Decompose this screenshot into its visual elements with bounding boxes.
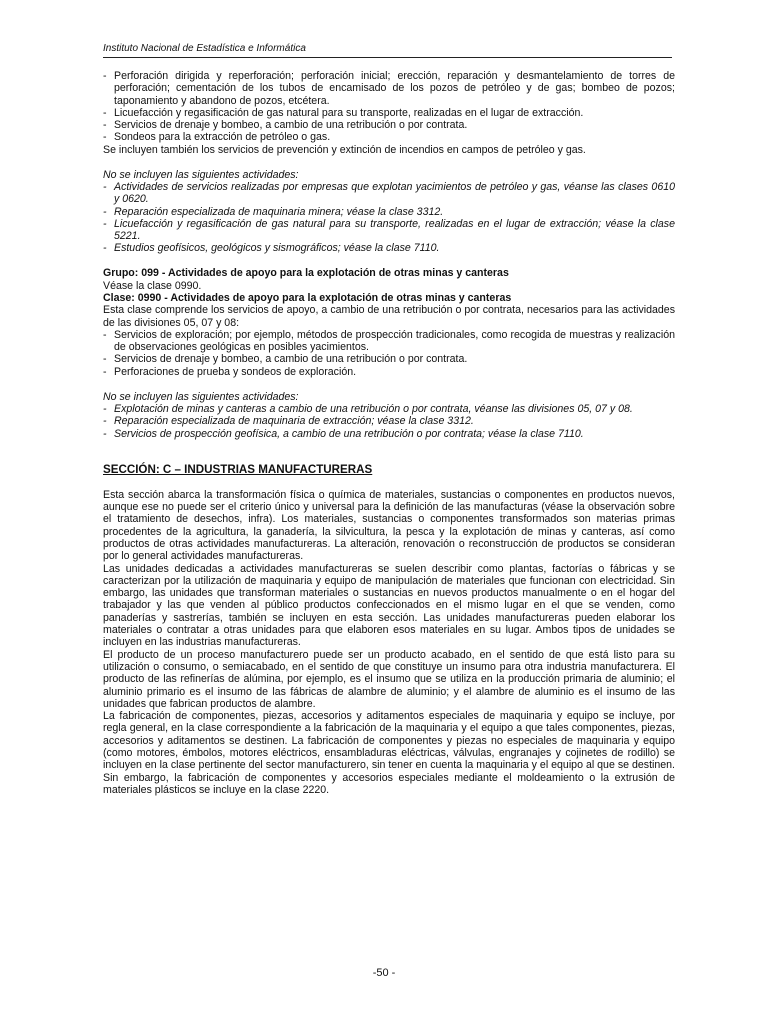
grupo-heading: Grupo: 099 - Actividades de apoyo para la explotación de otras minas y canteras: [103, 267, 509, 280]
clase-list: [103, 329, 675, 378]
page-content: [103, 70, 675, 796]
clase-block: [103, 304, 675, 378]
exclusions-block-2: [103, 391, 675, 440]
list-item: - Perforaciones de prueba y sondeos de exploración.: [103, 366, 675, 378]
list-item: - Servicios de drenaje y bombeo, a cambio de una retribución o por contrata.: [103, 353, 675, 365]
exclusions-block: [103, 169, 675, 255]
list-item: - Estudios geofísicos, geológicos y sismográficos; véase la clase 7110.: [103, 242, 675, 254]
activities-block: [103, 70, 675, 156]
page-number: -50 -: [372, 967, 396, 979]
list-item: - Licuefacción y regasificación de gas natural para su transporte, realizadas en el lugar de extracción.: [103, 107, 675, 119]
list-item: - Reparación especializada de maquinaria minera; véase la clase 3312.: [103, 206, 675, 218]
exclusions-list: [103, 403, 675, 440]
exclusions-intro: No se incluyen las siguientes actividades:: [103, 390, 299, 403]
clase-intro: Esta clase comprende los servicios de apoyo, a cambio de una retribución o por contrata, necesarios para las actividades de las divisiones 05, 07 y 08:: [103, 304, 675, 329]
section-paragraph: El producto de un proceso manufacturero puede ser un producto acabado, en el sentido de que está listo para su utilización o consumo, o semiacabado, en el sentido de que constituye un insumo para otra industria manufacturera. El producto de las refinerías de alúmina, por ejemplo, es el insumo que se utiliza en la producción primaria de aluminio; el aluminio primario es el insumo de las fábricas de alambre de aluminio; y el alambre de aluminio es el insumo de las unidades que fabrican productos de alambre.: [103, 648, 675, 710]
list-item: - Perforación dirigida y reperforación; perforación inicial; erección, reparación y desmantelamiento de torres de perforación; cementación de los tubos de encamisado de los pozos de petróleo y de gas; bombeo de pozos; taponamiento y abandono de pozos, etcétera.: [103, 70, 675, 107]
list-item: - Explotación de minas y canteras a cambio de una retribución o por contrata, véanse las divisiones 05, 07 y 08.: [103, 403, 675, 415]
section-paragraph: Las unidades dedicadas a actividades manufactureras se suelen describir como plantas, factorías o fábricas y se caracterizan por la utilización de maquinaria y equipo de manipulación de materiales que funcionan con electricidad. Sin embargo, las unidades que transforman materiales o sustancias en nuevos productos manualmente o en el hogar del trabajador y las que venden al público productos confeccionados en el mismo lugar en el que se venden, como panaderías y sastrerías, también se incluyen en esta sección. Las unidades manufactureras pueden elaborar los materiales o contratar a otras unidades para que elaboren esos materiales en su lugar. Ambos tipos de unidades se incluyen en las industrias manufactureras.: [103, 562, 675, 649]
clase-heading: Clase: 0990 - Actividades de apoyo para la explotación de otras minas y canteras: [103, 291, 512, 304]
grupo-text: Véase la clase 0990.: [103, 279, 202, 292]
exclusions-intro: No se incluyen las siguientes actividades:: [103, 168, 299, 181]
inclusion-note: Se incluyen también los servicios de prevención y extinción de incendios en campos de petróleo y gas.: [103, 143, 586, 156]
list-item: - Servicios de exploración; por ejemplo, métodos de prospección tradicionales, como recogida de muestras y realización de observaciones geológicas en posibles yacimientos.: [103, 329, 675, 354]
list-item: - Sondeos para la extracción de petróleo o gas.: [103, 131, 675, 143]
section-title: SECCIÓN: C – INDUSTRIAS MANUFACTURERAS: [103, 462, 373, 476]
list-item: - Actividades de servicios realizadas por empresas que explotan yacimientos de petróleo y gas, véanse las clases 0610 y 0620.: [103, 181, 675, 206]
activities-list: [103, 70, 675, 144]
list-item: - Servicios de drenaje y bombeo, a cambio de una retribución o por contrata.: [103, 119, 675, 131]
running-header: Instituto Nacional de Estadística e Informática: [103, 42, 672, 58]
list-item: - Reparación especializada de maquinaria de extracción; véase la clase 3312.: [103, 415, 675, 427]
list-item: - Licuefacción y regasificación de gas natural para su transporte, realizadas en el lugar de extracción; véase la clase 5221.: [103, 218, 675, 243]
list-item: - Servicios de prospección geofísica, a cambio de una retribución o por contrata; véase la clase 7110.: [103, 428, 675, 440]
section-paragraph: Esta sección abarca la transformación física o química de materiales, sustancias o componentes en productos nuevos, aunque ese no puede ser el criterio único y universal para la definición de las manufacturas (véase la observación sobre el tratamiento de desechos, infra). Los materiales, sustancias o componentes transformados son materias primas procedentes de la agricultura, la ganadería, la silvicultura, la pesca y la explotación de minas y canteras, así como productos de otras actividades manufactureras. La alteración, renovación o reconstrucción de productos se consideran por lo general actividades manufactureras.: [103, 488, 675, 563]
section-paragraph: La fabricación de componentes, piezas, accesorios y aditamentos especiales de maquinaria y equipo se incluye, por regla general, en la clase correspondiente a la fabricación de la maquinaria y el equipo a que tales componentes, piezas, accesorios y aditamentos se destinen. La fabricación de componentes y piezas no especiales de maquinaria y equipo (como motores, émbolos, motores eléctricos, ensambladuras eléctricas, válvulas, engranajes y cojinetes de rodillo) se incluyen en la clase pertinente del sector manufacturero, sin tener en cuenta la maquinaria y el equipo al que se destinen. Sin embargo, la fabricación de componentes y accesorios especiales mediante el moldeamiento o la extrusión de materiales plásticos se incluye en la clase 2220.: [103, 710, 675, 796]
exclusions-list: [103, 181, 675, 255]
